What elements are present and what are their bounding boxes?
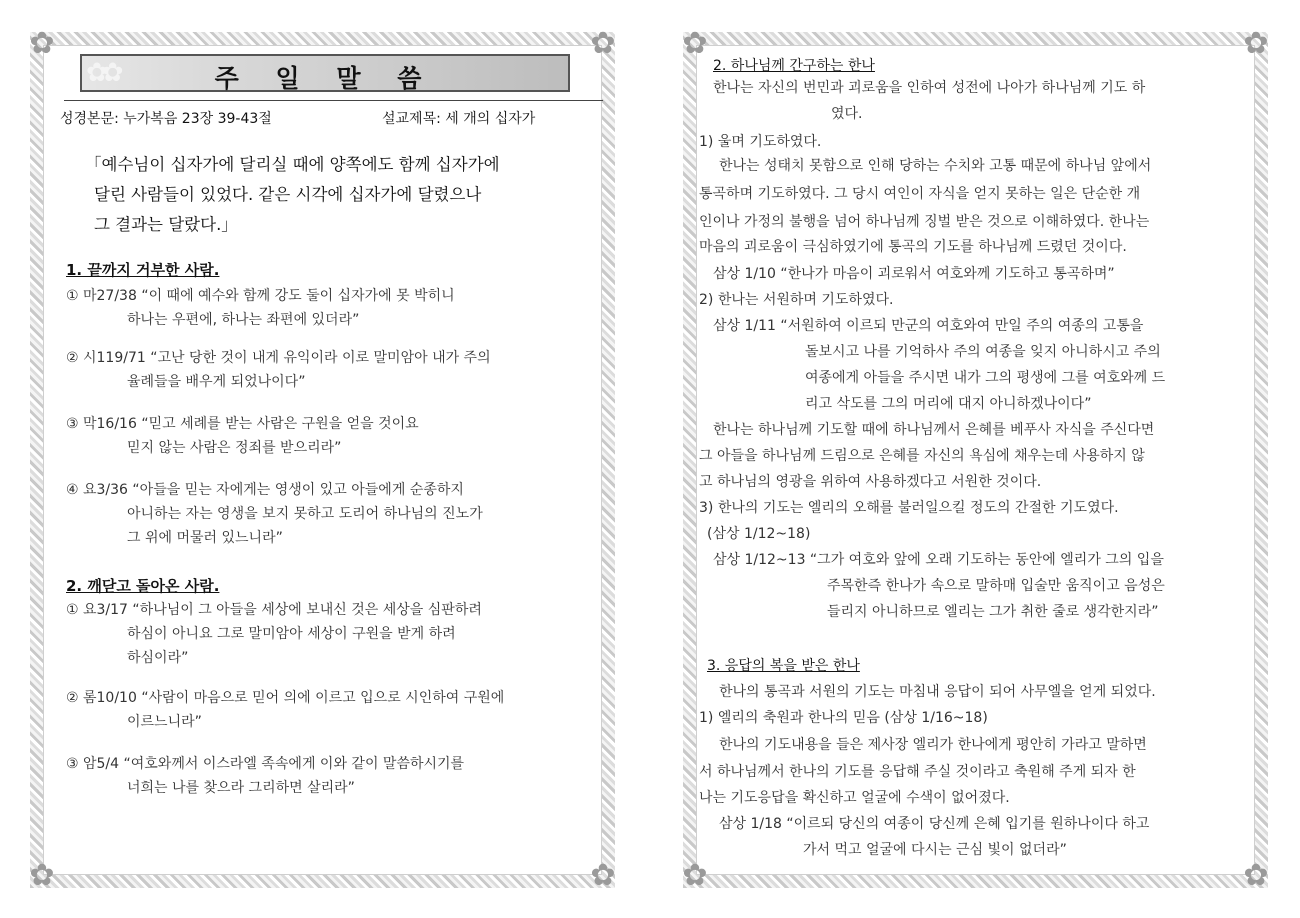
verse-line: 그 위에 머물러 있느니라”	[127, 530, 283, 546]
scripture-reference: 성경본문: 누가복음 23장 39-43절	[60, 111, 272, 127]
verse-line: 들리지 아니하므로 엘리는 그가 취한 줄로 생각한지라”	[827, 604, 1159, 620]
verse-line: 율례들을 배우게 되었나이다”	[127, 374, 306, 390]
verse-line: 돌보시고 나를 기억하사 주의 여종을 잊지 아니하시고 주의	[805, 344, 1161, 360]
title-banner	[80, 54, 570, 92]
body-line: 한나의 기도내용을 들은 제사장 엘리가 한나에게 평안히 가라고 말하면	[719, 737, 1147, 753]
body-line: 그 아들을 하나님께 드림으로 은혜를 자신의 욕심에 채우는데 사용하지 않	[699, 448, 1145, 464]
section-heading: 1. 끝까지 거부한 사람.	[66, 261, 220, 279]
sub-heading: 1) 엘리의 축원과 한나의 믿음 (삼상 1/16~18)	[699, 710, 988, 726]
verse-line: 이르느니라”	[127, 714, 202, 730]
body-line: 나는 기도응답을 확신하고 얼굴에 수색이 없어졌다.	[699, 790, 1010, 806]
corner-flower-icon: ✿	[590, 858, 616, 893]
body-line: 한나의 통곡과 서원의 기도는 마침내 응답이 되어 사무엘을 얻게 되었다.	[719, 684, 1156, 700]
corner-flower-icon: ✿	[29, 858, 55, 893]
verse-line: 믿지 않는 사람은 정죄를 받으리라”	[127, 440, 342, 456]
sermon-title: 설교제목: 세 개의 십자가	[382, 111, 536, 127]
corner-flower-icon: ✿	[1243, 858, 1269, 893]
body-line: 였다.	[831, 106, 863, 122]
corner-flower-icon: ✿	[29, 26, 55, 61]
verse-line: ② 시119/71 “고난 당한 것이 내게 유익이라 이로 말미암아 내가 주의	[66, 350, 491, 366]
verse-line: ④ 요3/36 “아들을 믿는 자에게는 영생이 있고 아들에게 순종하지	[66, 482, 464, 498]
verse-line: ② 롬10/10 “사람이 마음으로 믿어 의에 이르고 입으로 시인하여 구원에	[66, 690, 505, 706]
verse-line: 리고 삭도를 그의 머리에 대지 아니하겠나이다”	[805, 396, 1092, 412]
body-line: 한나는 자신의 번민과 괴로움을 인하여 성전에 나아가 하나님께 기도 하	[713, 80, 1146, 96]
body-line: 고 하나님의 영광을 위하여 사용하겠다고 서원한 것이다.	[699, 474, 1042, 490]
verse-line: 삼상 1/12~13 “그가 여호와 앞에 오래 기도하는 동안에 엘리가 그의 입을	[713, 552, 1164, 568]
verse-line: ③ 암5/4 “여호와께서 이스라엘 족속에게 이와 같이 말씀하시기를	[66, 756, 465, 772]
verse-line: 삼상 1/11 “서원하여 이르되 만군의 여호와여 만일 주의 여종의 고통을	[713, 318, 1144, 334]
daisy-flower-icon: ✿✿	[86, 58, 118, 88]
section-heading: 2. 깨닫고 돌아온 사람.	[66, 577, 220, 595]
corner-flower-icon: ✿	[1243, 26, 1269, 61]
verse-line: 주목한즉 한나가 속으로 말하매 입술만 움직이고 음성은	[827, 578, 1165, 594]
lead-line: 그 결과는 달랐다.」	[94, 215, 238, 234]
verse-line: 너희는 나를 찾으라 그리하면 살리라”	[127, 780, 355, 796]
sub-heading: 2) 한나는 서원하며 기도하였다.	[699, 292, 894, 308]
lead-line: 달린 사람들이 있었다. 같은 시각에 십자가에 달렸으나	[94, 185, 482, 204]
body-line: 마음의 괴로움이 극심하였기에 통곡의 기도를 하나님께 드렸던 것이다.	[699, 239, 1127, 255]
corner-flower-icon: ✿	[682, 26, 708, 61]
page-title: 주 일 말 씀	[214, 64, 436, 93]
section-heading: 3. 응답의 복을 받은 한나	[707, 658, 860, 674]
verse-line: 여종에게 아들을 주시면 내가 그의 평생에 그를 여호와께 드	[805, 370, 1166, 386]
section-heading: 2. 하나님께 간구하는 한나	[713, 58, 875, 74]
verse-line: 삼상 1/18 “이르되 당신의 여종이 당신께 은혜 입기를 원하나이다 하고	[719, 816, 1150, 832]
verse-line: 아니하는 자는 영생을 보지 못하고 도리어 하나님의 진노가	[127, 506, 483, 522]
body-line: 인이나 가정의 불행을 넘어 하나님께 징벌 받은 것으로 이해하였다. 한나는	[699, 214, 1150, 230]
lead-line: 「예수님이 십자가에 달리실 때에 양쪽에도 함께 십자가에	[85, 155, 500, 174]
body-line: 통곡하며 기도하였다. 그 당시 여인이 자식을 얻지 못하는 일은 단순한 개	[699, 186, 1141, 202]
left-page	[29, 26, 616, 893]
right-page	[682, 26, 1269, 893]
sub-heading: 3) 한나의 기도는 엘리의 오해를 불러일으킬 정도의 간절한 기도였다.	[699, 500, 1119, 516]
verse-line: 하나는 우편에, 하나는 좌편에 있더라”	[127, 312, 360, 328]
body-line: 한나는 하나님께 기도할 때에 하나님께서 은혜를 베푸사 자식을 주신다면	[713, 422, 1155, 438]
verse-line: ③ 막16/16 “믿고 세례를 받는 사람은 구원을 얻을 것이요	[66, 416, 419, 432]
body-line: 서 하나님께서 한나의 기도를 응답해 주실 것이라고 축원해 주게 되자 한	[699, 764, 1136, 780]
verse-line: 하심이라”	[127, 650, 189, 666]
verse-line: 삼상 1/10 “한나가 마음이 괴로워서 여호와께 기도하고 통곡하며”	[713, 266, 1115, 282]
verse-reference: (삼상 1/12~18)	[707, 526, 811, 542]
body-line: 한나는 성태치 못함으로 인해 당하는 수치와 고통 때문에 하나님 앞에서	[719, 158, 1152, 174]
verse-line: 가서 먹고 얼굴에 다시는 근심 빛이 없더라”	[803, 842, 1067, 858]
corner-flower-icon: ✿	[682, 858, 708, 893]
corner-flower-icon: ✿	[590, 26, 616, 61]
title-rule	[64, 100, 603, 101]
verse-line: ① 요3/17 “하나님이 그 아들을 세상에 보내신 것은 세상을 심판하려	[66, 602, 482, 618]
verse-line: ① 마27/38 “이 때에 예수와 함께 강도 둘이 십자가에 못 박히니	[66, 288, 455, 304]
verse-line: 하심이 아니요 그로 말미암아 세상이 구원을 받게 하려	[127, 626, 456, 642]
sub-heading: 1) 울며 기도하였다.	[699, 134, 822, 150]
